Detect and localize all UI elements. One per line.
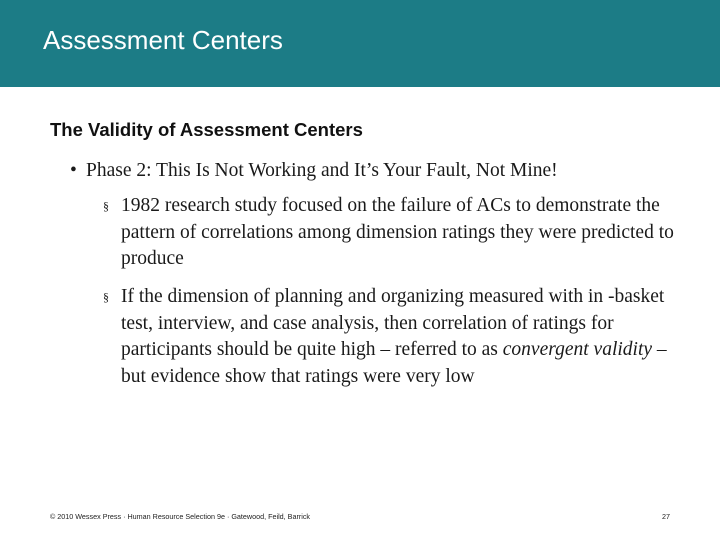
text-after-emphasis: – but evidence show that ratings were very low [121,339,667,387]
sub-bullet-convergent-validity-text [121,284,678,390]
slide-title: Assessment Centers [43,25,283,55]
section-sign-icon: § [103,199,109,213]
sub-bullet-research-study-text: 1982 research study focused on the failure of ACs to demonstrate the pattern of correlations among dimension ratings they were predicted to produce [121,195,674,269]
bullet-dot-icon: • [70,160,77,181]
bullet-phase-2 [70,158,558,184]
sub-bullet-convergent-validity [103,284,678,390]
emphasis-convergent-validity: convergent validity [502,339,653,360]
page-number: 27 [662,512,670,521]
text-before-emphasis: If the dimension of planning and organizing measured with in -basket test, interview, and case analysis, then correlation of ratings for participants should be quite high – referred to as [121,286,665,360]
footer-copyright: © 2010 Wessex Press · Human Resource Selection 9e · Gatewood, Feild, Barrick [50,512,311,521]
section-sign-icon: § [103,290,109,304]
section-heading: The Validity of Assessment Centers [50,119,363,140]
sub-bullet-research-study [103,193,678,273]
header-band [0,0,720,87]
bullet-phase-2-text: Phase 2: This Is Not Working and It’s Your Fault, Not Mine! [86,160,558,181]
